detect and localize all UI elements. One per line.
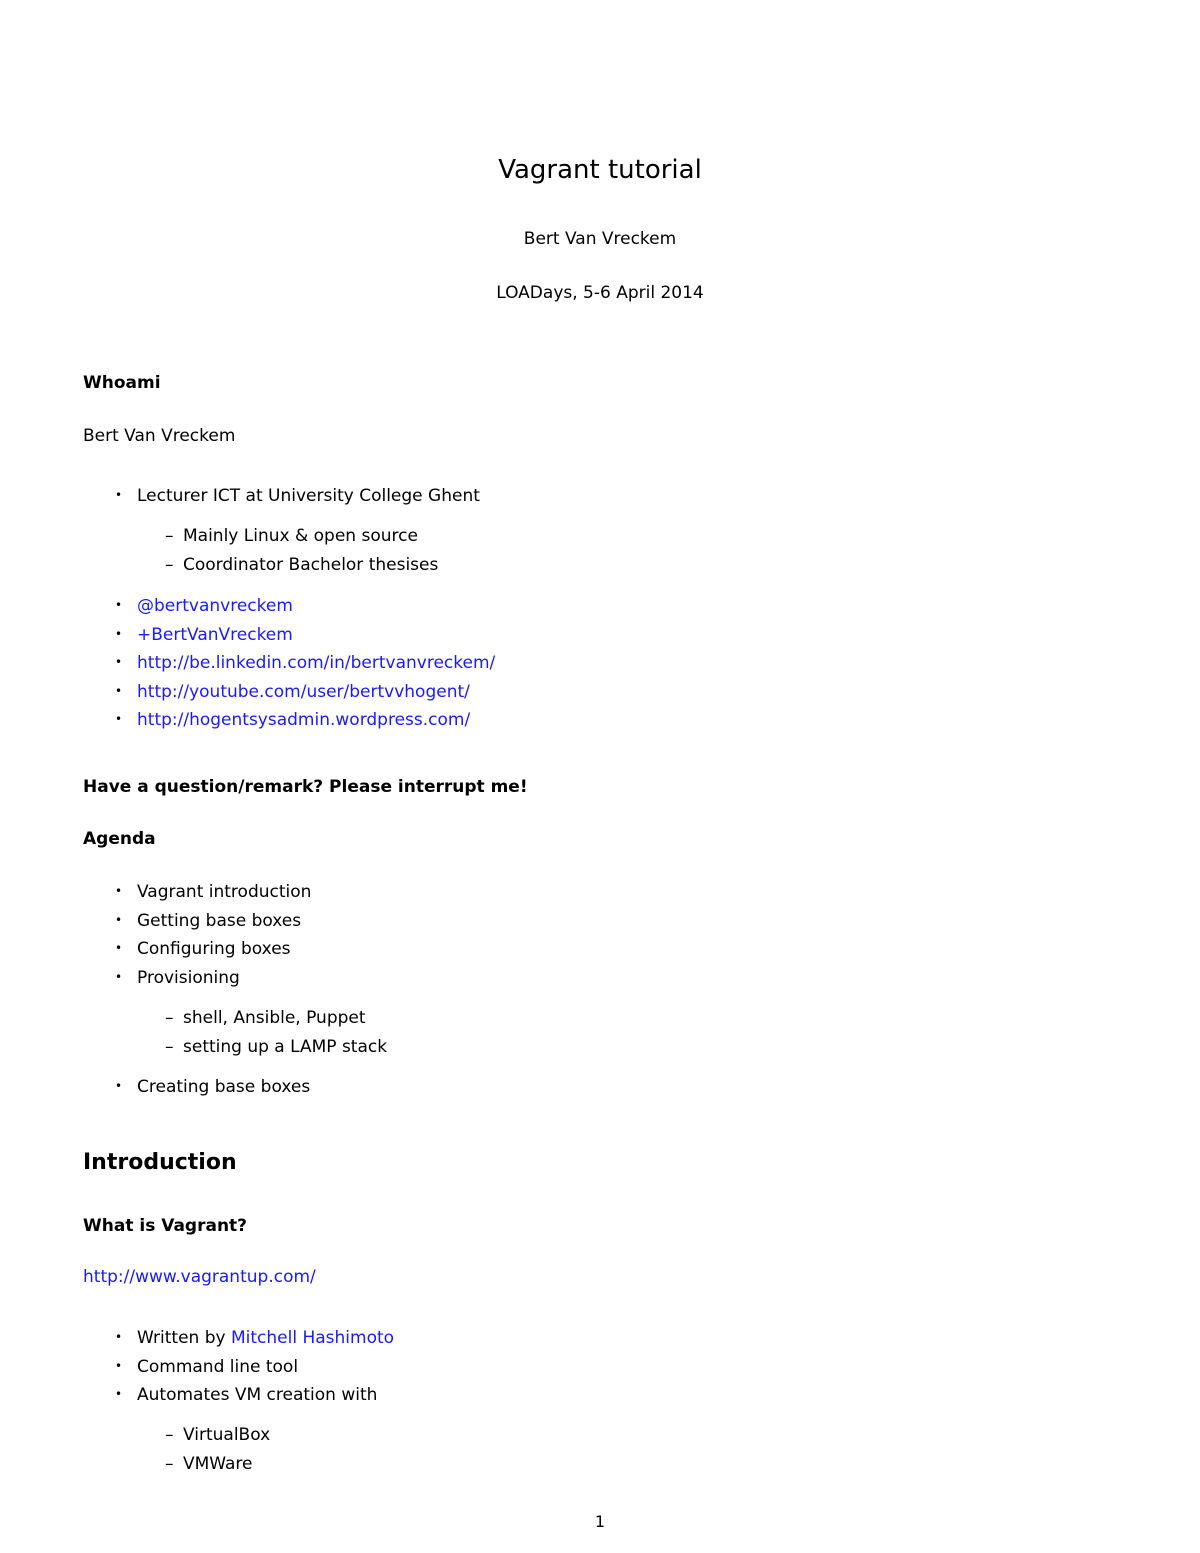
dash-icon: – xyxy=(165,1453,174,1474)
document-title: Vagrant tutorial xyxy=(498,155,702,185)
list-item: • Vagrant introduction xyxy=(115,882,312,902)
whoami-heading: Whoami xyxy=(83,373,161,393)
dash-icon: – xyxy=(165,526,174,546)
bullet-icon: • xyxy=(115,1387,123,1401)
agenda-sublist xyxy=(165,1008,387,1065)
list-item: – VMWare xyxy=(165,1453,253,1474)
googleplus-link[interactable]: +BertVanVreckem xyxy=(137,624,293,645)
what-is-vagrant-heading: What is Vagrant? xyxy=(83,1216,248,1236)
hashimoto-link[interactable]: Mitchell Hashimoto xyxy=(230,1328,395,1348)
list-item: • Written by Mitchell Hashimoto xyxy=(115,1328,395,1348)
whoami-sublist xyxy=(165,526,438,583)
list-item xyxy=(115,709,495,738)
dash-icon: – xyxy=(165,1008,174,1028)
blog-link[interactable]: http://hogentsysadmin.wordpress.com/ xyxy=(137,710,471,730)
list-item xyxy=(115,595,495,624)
whoami-links-list xyxy=(115,595,495,738)
bullet-icon: • xyxy=(115,884,123,898)
list-item xyxy=(115,681,495,710)
bullet-icon: • xyxy=(115,626,123,641)
dash-icon: – xyxy=(165,1425,174,1445)
introduction-heading: Introduction xyxy=(83,1150,237,1175)
bullet-icon: • xyxy=(115,598,123,612)
vagrantup-link[interactable]: http://www.vagrantup.com/ xyxy=(83,1267,316,1287)
youtube-link[interactable]: http://youtube.com/user/bertvvhogent/ xyxy=(137,681,470,702)
question-heading: Have a question/remark? Please interrupt me! xyxy=(83,777,528,797)
list-item: – shell, Ansible, Puppet xyxy=(165,1008,366,1028)
list-item: • Getting base boxes xyxy=(115,910,302,931)
bullet-icon: • xyxy=(115,1330,123,1344)
bullet-icon: • xyxy=(115,683,123,698)
bullet-icon: • xyxy=(115,655,123,669)
list-item: • Provisioning xyxy=(115,967,240,988)
list-item: • Command line tool xyxy=(115,1356,299,1377)
dash-icon: – xyxy=(165,554,174,575)
list-item: – setting up a LAMP stack xyxy=(165,1036,388,1057)
agenda-list xyxy=(115,881,311,995)
linkedin-link[interactable]: http://be.linkedin.com/in/bertvanvreckem/ xyxy=(137,653,496,673)
list-item: – VirtualBox xyxy=(165,1425,271,1445)
bullet-icon: • xyxy=(115,941,123,955)
list-item: – Mainly Linux & open source xyxy=(165,526,418,546)
whoami-name: Bert Van Vreckem xyxy=(83,426,236,446)
dash-icon: – xyxy=(165,1036,174,1057)
list-item xyxy=(115,624,495,653)
document-author: Bert Van Vreckem xyxy=(523,229,677,249)
bullet-icon: • xyxy=(115,969,123,984)
page-number: 1 xyxy=(594,1512,606,1531)
intro-sublist xyxy=(165,1425,270,1482)
list-item: • Configuring boxes xyxy=(115,939,291,959)
intro-list xyxy=(115,1327,394,1413)
list-item: – Coordinator Bachelor thesises xyxy=(165,554,439,575)
list-item: • Automates VM creation with xyxy=(115,1385,378,1405)
bullet-icon: • xyxy=(115,1358,123,1373)
whoami-list xyxy=(115,485,480,514)
bullet-icon: • xyxy=(115,1079,123,1093)
intro-url-paragraph xyxy=(83,1267,316,1287)
bullet-icon: • xyxy=(115,912,123,927)
agenda-list-end xyxy=(115,1076,310,1105)
list-item xyxy=(115,652,495,681)
list-item: • Creating base boxes xyxy=(115,1077,311,1097)
bullet-icon: • xyxy=(115,488,123,502)
list-item: • Lecturer ICT at University College Ghent xyxy=(115,486,480,506)
document-date: LOADays, 5-6 April 2014 xyxy=(496,283,704,303)
agenda-heading: Agenda xyxy=(83,829,156,849)
twitter-link[interactable]: @bertvanvreckem xyxy=(137,596,293,616)
bullet-icon: • xyxy=(115,712,123,726)
